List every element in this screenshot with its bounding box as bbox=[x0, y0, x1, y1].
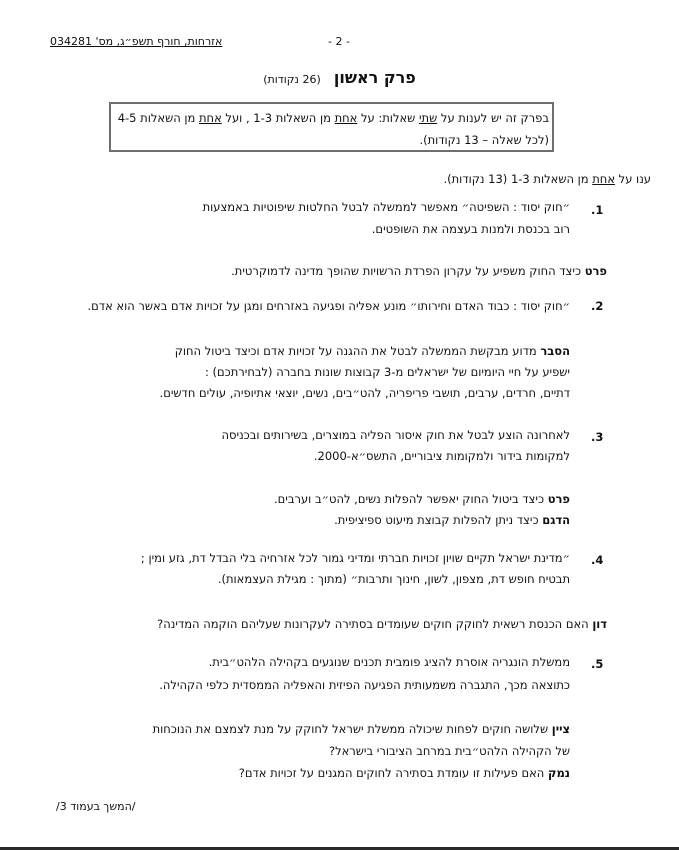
instr-emph-one: אחת bbox=[199, 111, 222, 125]
instr-text: שאלות: על bbox=[357, 111, 419, 125]
question-1-line-1: ״חוק יסוד : השפיטה״ מאפשר לממשלה לבטל החלטות שיפוטיות באמצעות bbox=[202, 200, 570, 214]
instructions-line-2: (לכל שאלה – 13 נקודות). bbox=[419, 133, 549, 147]
question-4-line-1: ״מדינת ישראל תקיים שויון זכויות חברתי ומדיני גמור לכל אזרחיה בלי הבדל דת, גזע ומין ; bbox=[140, 551, 570, 565]
question-3-line-1: לאחרונה הוצע לבטל את חוק איסור הפליה במוצרים, בשירותים ובכניסה bbox=[221, 428, 570, 442]
task-verb: נמק bbox=[547, 766, 570, 780]
question-2-line-1: ״חוק יסוד : כבוד האדם וחירותו״ מונע אפליה ופגיעה באזרחים ומגן על זכויות אדם באשר הוא אדם. bbox=[87, 299, 570, 313]
exam-reference: אזרחות, חורף תשפ״ג, מס' 034281 bbox=[50, 35, 223, 48]
task-verb: פרט bbox=[547, 492, 570, 506]
instr-text: מן השאלות 1-3 , ועל bbox=[221, 111, 335, 125]
task-verb: הסבר bbox=[540, 344, 570, 358]
answer-prompt bbox=[443, 172, 651, 186]
section-points: (26 נקודות) bbox=[263, 73, 321, 86]
task-text: כיצד ביטול החוק יאפשר להפלות נשים, להט״ב וערבים. bbox=[273, 492, 548, 506]
continue-note: /המשך בעמוד 3/ bbox=[56, 800, 136, 813]
instructions-line-1 bbox=[118, 111, 549, 125]
question-5-task-1 bbox=[153, 722, 570, 736]
instr-text: בפרק זה יש לענות על bbox=[437, 111, 549, 125]
task-text: כיצד ניתן להפלות קבוצת מיעוט ספיציפית. bbox=[334, 513, 543, 527]
question-5-task-2: של הקהילה הלהט״בית במרחב הציבורי בישראל? bbox=[328, 744, 570, 758]
question-3-number: .3 bbox=[591, 430, 604, 444]
question-4-number: .4 bbox=[591, 553, 604, 567]
question-4-task-1 bbox=[157, 617, 607, 631]
section-title bbox=[0, 68, 679, 87]
prompt-emph-one: אחת bbox=[592, 172, 616, 186]
question-4-line-2: תבטיח חופש דת, מצפון, לשון, חינוך ותרבות״ (מתוך : מגילת העצמאות). bbox=[217, 572, 570, 586]
task-text: כיצד החוק משפיע על עקרון הפרדת הרשויות שהופך מדינה לדמוקרטית. bbox=[231, 264, 585, 278]
question-3-task-1 bbox=[274, 492, 570, 506]
task-verb: ציין bbox=[551, 722, 570, 736]
task-verb: פרט bbox=[584, 264, 607, 278]
question-1-task-1 bbox=[231, 264, 607, 278]
task-verb: הדגם bbox=[542, 513, 570, 527]
question-5-number: .5 bbox=[591, 657, 604, 671]
question-2-task-1 bbox=[175, 344, 570, 358]
instr-emph-one: אחת bbox=[334, 111, 358, 125]
section-title-text: פרק ראשון bbox=[333, 68, 416, 87]
task-text: האם פעילות זו עומדת בסתירה לחוקים המגנים על זכויות אדם? bbox=[238, 766, 548, 780]
prompt-text: ענו על bbox=[615, 172, 651, 186]
question-3-task-2 bbox=[334, 513, 570, 527]
question-2-task-3: דתיים, חרדים, ערבים, תושבי פריפריה, להט״בים, נשים, יוצאי אתיופיה, עולים חדשים. bbox=[159, 386, 570, 400]
question-5-task-3 bbox=[239, 766, 570, 780]
question-5-line-1: ממשלת הונגריה אוסרת להציג פומבית תכנים שנוגעים בקהילה הלהט״בית. bbox=[208, 655, 570, 669]
task-text: שלושה חוקים לפחות שיכולה ממשלת ישראל לחוקק על מנת לצמצם את הנוכחות bbox=[152, 722, 552, 736]
question-2-task-2: ישפיע על חיי היומיום של ישראלים מ-3 קבוצות שונות בחברה (לבחירתכם) : bbox=[205, 365, 570, 379]
question-3-line-2: למקומות בידור ולמקומות ציבוריים, התשס״א-2000. bbox=[313, 449, 570, 463]
page-number: - 2 - bbox=[328, 35, 350, 48]
task-verb: דון bbox=[592, 617, 607, 631]
question-2-number: .2 bbox=[591, 299, 604, 313]
task-text: מדוע מבקשת הממשלה לבטל את ההגנה על זכויות אדם וכיצד ביטול החוק bbox=[174, 344, 541, 358]
instr-text: מן השאלות 4-5 bbox=[117, 111, 199, 125]
question-1-line-2: רוב בכנסת ולמנות בעצמה את השופטים. bbox=[371, 222, 570, 236]
question-5-line-2: כתוצאה מכך, התגברה משמעותית הפגיעה הפיזית והאפליה הממסדית כלפי הקהילה. bbox=[159, 678, 570, 692]
task-text: האם הכנסת רשאית לחוקק חוקים שעומדים בסתירה לעקרונות שעליהם הוקמה המדינה? bbox=[157, 617, 593, 631]
question-1-number: .1 bbox=[591, 203, 604, 217]
prompt-text: מן השאלות 1-3 (13 נקודות). bbox=[443, 172, 593, 186]
instr-emph-two: שתי bbox=[418, 111, 438, 125]
